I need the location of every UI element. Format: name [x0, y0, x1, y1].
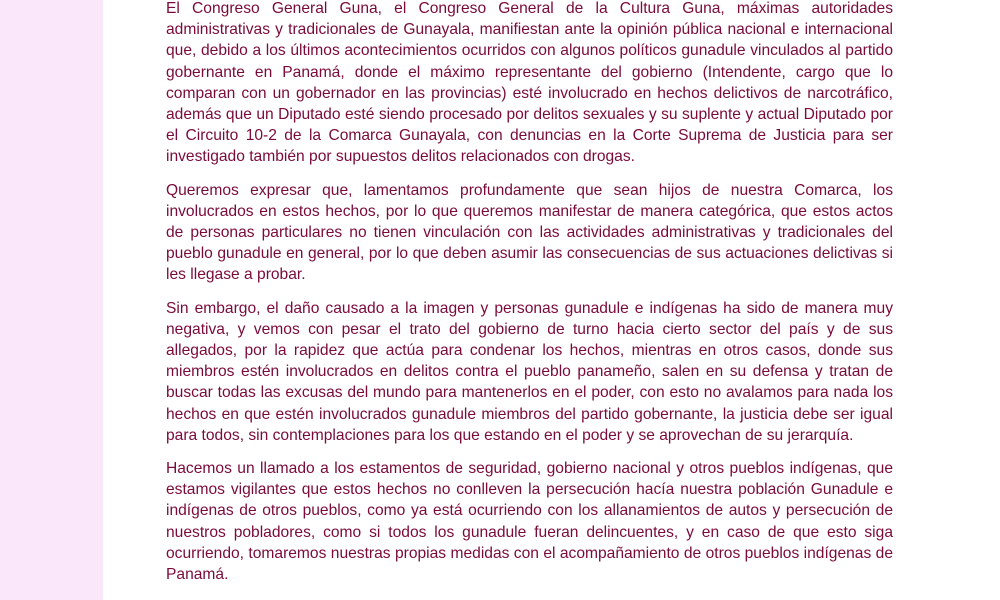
paragraph-1: El Congreso General Guna, el Congreso General de la Cultura Guna, máximas autoridades administrativas y tradicionales de Gunayala, manifiestan ante la opinión pública nacional e internacional que, debido a los últimos acontecimientos ocurridos con algunos políticos gunadule vinculados al partido gobernante en Panamá, donde el máximo representante del gobierno (Intendente, cargo que lo comparan con un gobernador en las provincias) esté involucrado en hechos delictivos de narcotráfico, además que un Diputado esté siendo procesado por delitos sexuales y su suplente y actual Diputado por el Circuito 10-2 de la Comarca Gunayala, con denuncias en la Corte Suprema de Justicia para ser investigado también por supuestos delitos relacionados con drogas. — [166, 0, 893, 166]
document-body — [166, 0, 893, 597]
paragraph-2: Queremos expresar que, lamentamos profundamente que sean hijos de nuestra Comarca, los involucrados en estos hechos, por lo que queremos manifestar de manera categórica, que estos actos de personas particulares no tienen vinculación con las actividades administrativas y tradicionales del pueblo gunadule en general, por lo que deben asumir las consecuencias de sus actuaciones delictivas si les llegase a probar. — [166, 181, 893, 284]
paragraph-3: Sin embargo, el daño causado a la imagen y personas gunadule e indígenas ha sido de manera muy negativa, y vemos con pesar el trato del gobierno de turno hacia cierto sector del país y de sus allegados, por la rapidez que actúa para condenar los hechos, mientras en otros casos, donde sus miembros estén involucrados en delitos contra el pueblo panameño, salen en su defensa y tratan de buscar todas las excusas del mundo para mantenerlos en el poder, con esto no avalamos para nada los hechos en que estén involucrados gunadule miembros del partido gobernante, la justicia debe ser igual para todos, sin contemplaciones para los que estando en el poder y se aprovechan de su jerarquía. — [166, 299, 893, 444]
decorative-side-band — [0, 0, 103, 600]
paragraph-4: Hacemos un llamado a los estamentos de seguridad, gobierno nacional y otros pueblos indígenas, que estamos vigilantes que estos hechos no conlleven la persecución hacía nuestra población Gunadule e indígenas de otros pueblos, como ya está ocurriendo con los allanamientos de autos y persecución de nuestros pobladores, como si todos los gunadule fueran delincuentes, y en caso de que esto siga ocurriendo, tomaremos nuestras propias medidas con el acompañamiento de otros pueblos indígenas de Panamá. — [166, 460, 893, 584]
